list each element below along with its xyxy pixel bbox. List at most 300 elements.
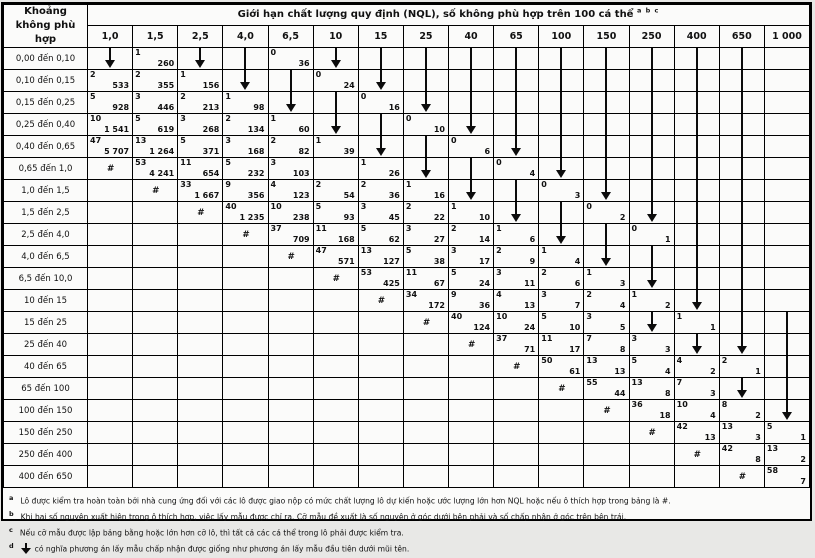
hash-cell: #: [88, 158, 133, 180]
footnote-d: d có nghĩa phương án lấy mẫu chấp nhận được giống như phương án lấy mẫu đầu tiên dưới mũi tên.: [9, 542, 410, 554]
sampling-plan-cell: 4 2: [674, 356, 719, 378]
arrow-shaft-line: [719, 158, 764, 180]
sampling-plan-cell: 58 7: [764, 466, 809, 488]
sampling-plan-cell: 1 3: [584, 268, 629, 290]
nql-column-header: 250: [629, 25, 674, 47]
footnote-b: b Khi hai số nguyên xuất hiện trong ô thích hợp, việc lấy mẫu được chỉ ra. Cỡ mẫu đề xuất là số nguyên ở góc dưới bên phải và số chấp nhận ở góc trên bên trái.: [9, 510, 627, 522]
arrow-shaft-line: [674, 268, 719, 290]
arrow-shaft-line: [719, 92, 764, 114]
sampling-plan-cell: 7 8: [584, 334, 629, 356]
blank-cell: [223, 268, 268, 290]
sampling-plan-cell: 2 6: [539, 268, 584, 290]
nql-column-header: 1 000: [764, 25, 809, 47]
nql-column-header: 10: [313, 25, 358, 47]
sampling-plan-cell: 5 928: [88, 92, 133, 114]
table-row: [4, 400, 810, 422]
blank-cell: [494, 444, 539, 466]
nql-column-header: 1,0: [88, 25, 133, 47]
blank-cell: [178, 268, 223, 290]
down-arrow-icon: [358, 70, 403, 92]
arrow-shaft-line: [584, 92, 629, 114]
down-arrow-icon: [629, 268, 674, 290]
blank-cell: [133, 356, 178, 378]
down-arrow-icon: [629, 202, 674, 224]
blank-cell: [313, 444, 358, 466]
sampling-plan-cell: 3 168: [223, 136, 268, 158]
down-arrow-icon: [584, 246, 629, 268]
sampling-plan-cell: 4 13: [494, 290, 539, 312]
hash-cell: #: [674, 444, 719, 466]
arrow-shaft-line: [539, 70, 584, 92]
blank-cell: [223, 312, 268, 334]
blank-cell: [133, 202, 178, 224]
arrow-shaft-line: [719, 114, 764, 136]
table-row: [4, 356, 810, 378]
sampling-plan-cell: 53 4 241: [133, 158, 178, 180]
table-row: [4, 114, 810, 136]
sampling-plan-cell: 13 8: [629, 378, 674, 400]
blank-cell: [268, 444, 313, 466]
arrow-shaft-line: [764, 312, 809, 334]
down-arrow-icon: [223, 70, 268, 92]
down-arrow-icon: [358, 136, 403, 158]
down-arrow-icon: [494, 136, 539, 158]
hash-cell: #: [313, 268, 358, 290]
blank-cell: [268, 268, 313, 290]
sampling-plan-cell: 5 38: [403, 246, 448, 268]
arrow-shaft-line: [764, 356, 809, 378]
row-label: 400 đến 650: [4, 466, 88, 488]
blank-cell: [403, 422, 448, 444]
hash-cell: #: [629, 422, 674, 444]
blank-cell: [223, 378, 268, 400]
blank-cell: [313, 400, 358, 422]
hash-cell: #: [719, 466, 764, 488]
blank-cell: [178, 246, 223, 268]
arrow-shaft-line: [494, 48, 539, 70]
blank-cell: [764, 114, 809, 136]
sampling-plan-cell: 5 62: [358, 224, 403, 246]
table-row: [4, 268, 810, 290]
sampling-plan-cell: 47 571: [313, 246, 358, 268]
row-label: 0,10 đến 0,15: [4, 70, 88, 92]
table-row: [4, 246, 810, 268]
down-arrow-icon: [403, 158, 448, 180]
row-label: 150 đến 250: [4, 422, 88, 444]
arrow-shaft-line: [268, 70, 313, 92]
row-label: 25 đến 40: [4, 334, 88, 356]
arrow-shaft-line: [539, 92, 584, 114]
blank-cell: [133, 378, 178, 400]
blank-cell: [358, 312, 403, 334]
arrow-shaft-line: [719, 202, 764, 224]
table-row: [4, 180, 810, 202]
sampling-plan-cell: 5 371: [178, 136, 223, 158]
row-label: 250 đến 400: [4, 444, 88, 466]
blank-cell: [494, 422, 539, 444]
blank-cell: [449, 422, 494, 444]
sampling-plan-cell: 0 24: [313, 70, 358, 92]
lq-sampling-table: [3, 4, 810, 488]
sampling-plan-cell: 3 3: [629, 334, 674, 356]
hash-cell: #: [539, 378, 584, 400]
down-arrow-icon: [494, 202, 539, 224]
sampling-plan-cell: 40 124: [449, 312, 494, 334]
row-label: 1,0 đến 1,5: [4, 180, 88, 202]
blank-cell: [88, 356, 133, 378]
blank-cell: [358, 356, 403, 378]
arrow-shaft-line: [629, 180, 674, 202]
sampling-plan-cell: 9 356: [223, 180, 268, 202]
arrow-shaft-line: [494, 114, 539, 136]
sampling-plan-cell: 5 1: [764, 422, 809, 444]
blank-cell: [133, 466, 178, 488]
blank-cell: [178, 334, 223, 356]
sampling-plan-cell: 1 98: [223, 92, 268, 114]
scanned-standard-table-page: [1, 2, 812, 554]
arrow-shaft-line: [719, 136, 764, 158]
blank-cell: [88, 312, 133, 334]
blank-cell: [764, 202, 809, 224]
blank-cell: [358, 378, 403, 400]
sampling-plan-cell: 1 2: [629, 290, 674, 312]
hash-cell: #: [178, 202, 223, 224]
arrow-shaft-line: [764, 334, 809, 356]
sampling-plan-cell: 0 4: [494, 158, 539, 180]
blank-cell: [268, 312, 313, 334]
blank-cell: [88, 378, 133, 400]
sampling-plan-cell: 13 2: [764, 444, 809, 466]
blank-cell: [764, 180, 809, 202]
row-label: 0,00 đến 0,10: [4, 48, 88, 70]
blank-cell: [313, 290, 358, 312]
table-row: [4, 136, 810, 158]
arrow-shaft-line: [719, 290, 764, 312]
blank-cell: [494, 400, 539, 422]
arrow-shaft-line: [584, 158, 629, 180]
arrow-shaft-line: [629, 136, 674, 158]
table-row: [4, 290, 810, 312]
sampling-plan-cell: 0 6: [449, 136, 494, 158]
arrow-shaft-line: [584, 224, 629, 246]
blank-cell: [88, 268, 133, 290]
sampling-plan-cell: 5 619: [133, 114, 178, 136]
sampling-plan-cell: 37 71: [494, 334, 539, 356]
blank-cell: [178, 378, 223, 400]
sampling-plan-cell: 42 8: [719, 444, 764, 466]
blank-cell: [178, 356, 223, 378]
arrow-shaft-line: [674, 92, 719, 114]
sampling-plan-cell: 3 103: [268, 158, 313, 180]
footnote-marker: b: [9, 510, 14, 519]
nql-column-header: 6,5: [268, 25, 313, 47]
table-row: [4, 378, 810, 400]
footnote-marker: d: [9, 542, 14, 551]
arrow-shaft-line: [629, 114, 674, 136]
blank-cell: [133, 422, 178, 444]
sampling-plan-cell: 1 6: [494, 224, 539, 246]
table-row: [4, 422, 810, 444]
sampling-plan-cell: 10 238: [268, 202, 313, 224]
sampling-plan-cell: 2 9: [494, 246, 539, 268]
hash-cell: #: [584, 400, 629, 422]
sampling-plan-cell: 40 1 235: [223, 202, 268, 224]
arrow-shaft-line: [584, 70, 629, 92]
blank-cell: [764, 224, 809, 246]
sampling-plan-cell: 5 232: [223, 158, 268, 180]
table-row: [4, 334, 810, 356]
table-row: [4, 202, 810, 224]
sampling-plan-cell: 10 1 541: [88, 114, 133, 136]
arrow-shaft-line: [449, 70, 494, 92]
blank-cell: [358, 334, 403, 356]
blank-cell: [764, 158, 809, 180]
row-label: 1,5 đến 2,5: [4, 202, 88, 224]
blank-cell: [584, 422, 629, 444]
blank-cell: [313, 378, 358, 400]
blank-cell: [223, 422, 268, 444]
sampling-plan-cell: 4 123: [268, 180, 313, 202]
table-row: [4, 444, 810, 466]
sampling-plan-cell: 8 2: [719, 400, 764, 422]
arrow-shaft-line: [403, 136, 448, 158]
arrow-shaft-line: [629, 70, 674, 92]
blank-cell: [268, 378, 313, 400]
sampling-plan-cell: 1 156: [178, 70, 223, 92]
blank-cell: [764, 70, 809, 92]
blank-cell: [449, 466, 494, 488]
blank-cell: [268, 334, 313, 356]
sampling-plan-cell: 5 93: [313, 202, 358, 224]
blank-cell: [674, 466, 719, 488]
table-row: [4, 70, 810, 92]
sampling-plan-cell: 0 3: [539, 180, 584, 202]
blank-cell: [358, 444, 403, 466]
blank-cell: [178, 290, 223, 312]
arrow-shaft-line: [719, 70, 764, 92]
sampling-plan-cell: 2 54: [313, 180, 358, 202]
arrow-shaft-line: [629, 158, 674, 180]
table-row: [4, 92, 810, 114]
blank-cell: [88, 246, 133, 268]
blank-cell: [178, 422, 223, 444]
blank-cell: [178, 444, 223, 466]
nql-column-header: 1,5: [133, 25, 178, 47]
down-arrow-icon: [268, 92, 313, 114]
sampling-plan-cell: 5 10: [539, 312, 584, 334]
row-label: 0,25 đến 0,40: [4, 114, 88, 136]
table-row: [4, 312, 810, 334]
blank-cell: [88, 180, 133, 202]
down-arrow-icon: [674, 290, 719, 312]
arrow-shaft-line: [674, 224, 719, 246]
blank-cell: [178, 400, 223, 422]
blank-cell: [764, 92, 809, 114]
blank-cell: [88, 466, 133, 488]
sampling-plan-cell: 33 1 667: [178, 180, 223, 202]
arrow-shaft-line: [313, 92, 358, 114]
arrow-shaft-line: [403, 48, 448, 70]
arrow-shaft-line: [358, 48, 403, 70]
blank-cell: [403, 356, 448, 378]
arrow-shaft-line: [449, 92, 494, 114]
sampling-plan-cell: 1 260: [133, 48, 178, 70]
arrow-shaft-line: [584, 114, 629, 136]
hash-cell: #: [223, 224, 268, 246]
sampling-plan-cell: 3 27: [403, 224, 448, 246]
footnote-c: c Nếu cỡ mẫu được lập bảng bằng hoặc lớn hơn cỡ lô, thì tất cả các cá thể trong lô phải được kiểm tra.: [9, 526, 404, 538]
blank-cell: [88, 290, 133, 312]
nql-column-header: 400: [674, 25, 719, 47]
arrow-shaft-line: [719, 246, 764, 268]
blank-cell: [133, 290, 178, 312]
sampling-plan-cell: 2 533: [88, 70, 133, 92]
sampling-plan-cell: 34 172: [403, 290, 448, 312]
down-arrow-icon: [539, 224, 584, 246]
blank-cell: [88, 400, 133, 422]
arrow-shaft-line: [629, 92, 674, 114]
arrow-shaft-line: [223, 48, 268, 70]
sampling-plan-cell: 1 16: [403, 180, 448, 202]
footnote-a: a Lô được kiểm tra hoàn toàn bởi nhà cung ứng đối với các lô được giao nộp có mức chất lượng lô dự kiến hoặc ước lượng lớn hơn NQL hoặc nếu ô thích hợp trong bảng là #.: [9, 494, 671, 506]
blank-cell: [313, 334, 358, 356]
nql-column-header: 100: [539, 25, 584, 47]
blank-cell: [88, 444, 133, 466]
sampling-plan-cell: 3 7: [539, 290, 584, 312]
sampling-plan-cell: 42 13: [674, 422, 719, 444]
nql-column-header: 25: [403, 25, 448, 47]
corner-header-line1: Khoảng: [24, 6, 67, 17]
arrow-shaft-line: [719, 180, 764, 202]
arrow-shaft-line: [403, 70, 448, 92]
arrow-shaft-line: [674, 246, 719, 268]
arrow-shaft-line: [674, 136, 719, 158]
blank-cell: [313, 312, 358, 334]
blank-cell: [403, 378, 448, 400]
sampling-plan-cell: 3 17: [449, 246, 494, 268]
blank-cell: [313, 466, 358, 488]
blank-cell: [133, 268, 178, 290]
down-arrow-icon: [719, 334, 764, 356]
down-arrow-icon: [313, 48, 358, 70]
sampling-plan-cell: 11 168: [313, 224, 358, 246]
blank-cell: [403, 466, 448, 488]
blank-cell: [539, 422, 584, 444]
blank-cell: [313, 158, 358, 180]
sampling-plan-cell: 3 45: [358, 202, 403, 224]
blank-cell: [449, 400, 494, 422]
blank-cell: [358, 466, 403, 488]
arrow-shaft-line: [629, 48, 674, 70]
blank-cell: [539, 466, 584, 488]
blank-cell: [133, 246, 178, 268]
blank-cell: [449, 378, 494, 400]
arrow-shaft-line: [629, 246, 674, 268]
blank-cell: [88, 224, 133, 246]
sampling-plan-cell: 3 11: [494, 268, 539, 290]
sampling-plan-cell: 47 5 707: [88, 136, 133, 158]
table-row: [4, 48, 810, 70]
sampling-plan-cell: 13 127: [358, 246, 403, 268]
blank-cell: [223, 334, 268, 356]
blank-cell: [629, 444, 674, 466]
sampling-plan-cell: 1 10: [449, 202, 494, 224]
arrow-shaft-line: [539, 114, 584, 136]
hash-cell: #: [133, 180, 178, 202]
blank-cell: [133, 334, 178, 356]
down-arrow-icon: [629, 312, 674, 334]
down-arrow-icon: [313, 114, 358, 136]
down-arrow-icon: [764, 400, 809, 422]
blank-cell: [584, 466, 629, 488]
footnote-marker: a: [9, 494, 14, 502]
sampling-plan-cell: 13 1 264: [133, 136, 178, 158]
sampling-plan-cell: 0 36: [268, 48, 313, 70]
arrow-shaft-line: [674, 114, 719, 136]
sampling-plan-cell: 1 1: [674, 312, 719, 334]
blank-cell: [268, 466, 313, 488]
sampling-plan-cell: 37 709: [268, 224, 313, 246]
down-arrow-icon: [178, 48, 223, 70]
blank-cell: [494, 378, 539, 400]
blank-cell: [88, 334, 133, 356]
blank-cell: [178, 224, 223, 246]
blank-cell: [268, 422, 313, 444]
sampling-plan-cell: 2 14: [449, 224, 494, 246]
blank-cell: [494, 466, 539, 488]
nql-column-header: 15: [358, 25, 403, 47]
arrow-shaft-line: [764, 378, 809, 400]
arrow-shaft-line: [539, 48, 584, 70]
sampling-plan-cell: 5 4: [629, 356, 674, 378]
footnotes: [3, 488, 810, 558]
arrow-shaft-line: [539, 202, 584, 224]
sampling-plan-cell: 0 1: [629, 224, 674, 246]
sampling-plan-cell: 3 5: [584, 312, 629, 334]
blank-cell: [764, 136, 809, 158]
row-label: 0,40 đến 0,65: [4, 136, 88, 158]
sampling-plan-cell: 2 82: [268, 136, 313, 158]
row-label: 0,15 đến 0,25: [4, 92, 88, 114]
blank-cell: [268, 356, 313, 378]
sampling-plan-cell: 9 36: [449, 290, 494, 312]
blank-cell: [268, 400, 313, 422]
blank-cell: [539, 444, 584, 466]
sampling-plan-cell: 55 44: [584, 378, 629, 400]
arrow-shaft-line: [719, 312, 764, 334]
arrow-shaft-line: [494, 70, 539, 92]
sampling-plan-cell: 0 16: [358, 92, 403, 114]
down-arrow-icon: [449, 114, 494, 136]
down-arrow-icon: [719, 378, 764, 400]
sampling-plan-cell: 5 24: [449, 268, 494, 290]
arrow-shaft-line: [719, 224, 764, 246]
blank-cell: [584, 444, 629, 466]
blank-cell: [629, 466, 674, 488]
row-label: 40 đến 65: [4, 356, 88, 378]
blank-cell: [223, 356, 268, 378]
down-arrow-icon: [88, 48, 133, 70]
sampling-plan-cell: 53 425: [358, 268, 403, 290]
sampling-plan-cell: 2 134: [223, 114, 268, 136]
blank-cell: [764, 246, 809, 268]
blank-cell: [88, 422, 133, 444]
nql-column-header: 2,5: [178, 25, 223, 47]
sampling-plan-cell: 7 3: [674, 378, 719, 400]
blank-cell: [313, 422, 358, 444]
sampling-plan-cell: 11 17: [539, 334, 584, 356]
hash-cell: #: [268, 246, 313, 268]
